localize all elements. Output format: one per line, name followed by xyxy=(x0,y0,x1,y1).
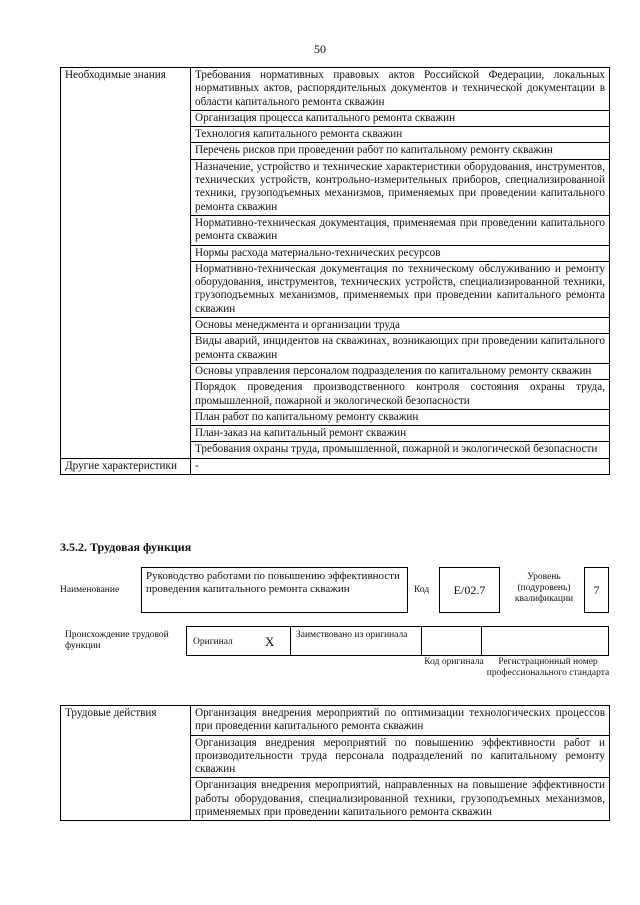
action-item: Организация внедрения мероприятий по оптимизации технологических процессов при проведении капитального ремонта скважин xyxy=(191,706,610,736)
other-characteristics-value: - xyxy=(191,458,610,474)
code-label: Код xyxy=(414,585,430,595)
knowledge-item: Порядок проведения производственного контроля состояния охраны труда, промышленной, пожарной и экологической безопасности xyxy=(191,380,610,410)
knowledge-item: Перечень рисков при проведении работ по капитальному ремонту скважин xyxy=(191,143,610,159)
page-number: 50 xyxy=(314,42,326,56)
knowledge-item: Основы менеджмента и организации труда xyxy=(191,318,610,334)
action-item: Организация внедрения мероприятий, направленных на повышение эффективности работы оборудования, специализированной техники, грузоподъемных механизмов, применяемых при проведении капитального ремонта скважин xyxy=(191,778,610,821)
knowledge-table xyxy=(60,67,610,475)
knowledge-item: Нормы расхода материально-технических ресурсов xyxy=(191,245,610,261)
function-name-label: Наименование xyxy=(60,585,120,595)
actions-label: Трудовые действия xyxy=(61,706,191,821)
level-label: Уровень (подуровень) квалификации xyxy=(514,572,574,604)
original-code-caption: Код оригинала xyxy=(424,657,484,667)
knowledge-item: Нормативно-техническая документация, применяемая при проведении капитального ремонта скважин xyxy=(191,215,610,245)
knowledge-item: Требования нормативных правовых актов Российской Федерации, локальных нормативных актов, распорядительных документов и технической документации в области капитального ремонта скважин xyxy=(191,68,610,111)
actions-table xyxy=(60,705,610,821)
borrowed-label: Заимствовано из оригинала xyxy=(296,630,408,640)
reg-number-caption: Регистрационный номер профессионального стандарта xyxy=(486,657,610,678)
original-label: Оригинал xyxy=(193,637,233,647)
original-cell xyxy=(186,626,291,656)
other-characteristics-label: Другие характеристики xyxy=(61,458,191,474)
original-code-cell xyxy=(421,626,482,656)
action-item: Организация внедрения мероприятий по повышению эффективности работ и производительности труда персонала подразделений по капитальному ремонту скважин xyxy=(191,735,610,778)
knowledge-item: Требования охраны труда, промышленной, пожарной и экологической безопасности xyxy=(191,442,610,458)
knowledge-item: Основы управления персоналом подразделения по капитальному ремонту скважин xyxy=(191,363,610,379)
borrowed-cell xyxy=(290,626,422,656)
knowledge-item: Нормативно-техническая документация по техническому обслуживанию и ремонту оборудования, инструментов, технических устройств, специализированной техники, грузоподъемных механизмов, применяемых при проведении капитального ремонта скважин xyxy=(191,261,610,317)
knowledge-item: План работ по капитальному ремонту скважин xyxy=(191,409,610,425)
level-box: 7 xyxy=(584,567,609,613)
knowledge-label: Необходимые знания xyxy=(61,68,191,459)
function-name-box: Руководство работами по повышению эффективности проведения капитального ремонта скважин xyxy=(141,567,408,613)
knowledge-item: Виды аварий, инцидентов на скважинах, возникающих при проведении капитального ремонта скважин xyxy=(191,334,610,364)
code-box: E/02.7 xyxy=(439,567,500,613)
section-heading: 3.5.2. Трудовая функция xyxy=(60,540,192,554)
reg-number-cell xyxy=(481,626,609,656)
knowledge-item: План-заказ на капитальный ремонт скважин xyxy=(191,426,610,442)
original-mark: X xyxy=(265,634,275,649)
knowledge-item: Организация процесса капитального ремонта скважин xyxy=(191,110,610,126)
knowledge-item: Назначение, устройство и технические характеристики оборудования, инструментов, технических устройств, контрольно-измерительных приборов, специализированной техники, грузоподъемных механизмов, применяемых при проведении капитального ремонта скважин xyxy=(191,159,610,215)
knowledge-item: Технология капитального ремонта скважин xyxy=(191,127,610,143)
origin-label: Происхождение трудовой функции xyxy=(65,630,169,651)
